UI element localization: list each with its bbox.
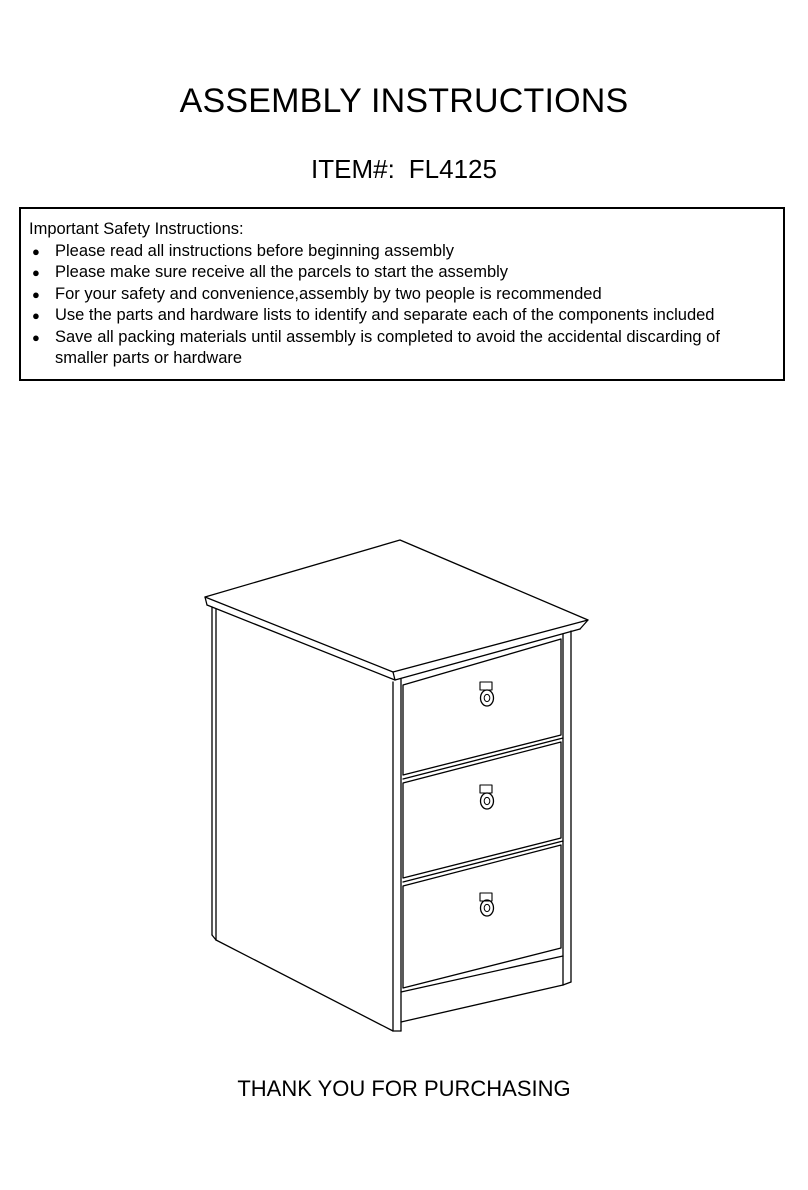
bullet-icon: ● (32, 265, 40, 280)
safety-item: ● Please make sure receive all the parcels to start the assembly (29, 262, 775, 284)
bullet-icon: ● (32, 308, 40, 323)
item-number: FL4125 (408, 154, 497, 184)
safety-item: ● Use the parts and hardware lists to identify and separate each of the components included (29, 305, 775, 327)
safety-heading: Important Safety Instructions: (29, 220, 244, 238)
file-cabinet-illustration (0, 520, 808, 1040)
safety-item: ● For your safety and convenience,assembly by two people is recommended (29, 284, 775, 306)
safety-list (29, 241, 775, 370)
bullet-icon: ● (32, 329, 40, 345)
item-label: ITEM#: (311, 154, 395, 184)
document-title: ASSEMBLY INSTRUCTIONS (179, 82, 629, 120)
bullet-icon: ● (32, 286, 40, 302)
bullet-icon: ● (32, 243, 40, 259)
item-number-line (0, 154, 808, 185)
safety-instructions-box (19, 207, 785, 381)
safety-item: ● Save all packing materials until assembly is completed to avoid the accidental discarding of smaller parts or hardware (32, 327, 720, 367)
cabinet-right-post (563, 631, 571, 985)
safety-item: ● Please read all instructions before beginning assembly (29, 241, 775, 263)
thank-you-footer: THANK YOU FOR PURCHASING (237, 1076, 571, 1101)
